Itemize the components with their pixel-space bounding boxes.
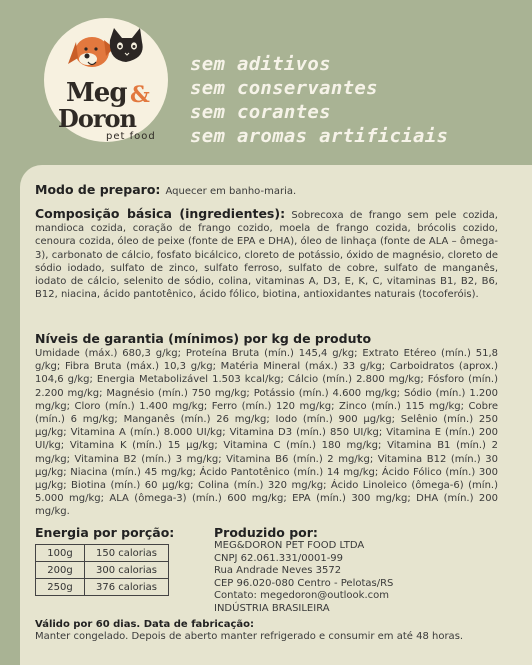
claim-item: sem aromas artificiais (190, 125, 449, 147)
claim-item: sem conservantes (190, 77, 378, 99)
brand-tagline: pet food (106, 131, 156, 142)
claim-item: sem corantes (190, 101, 331, 123)
validade-title: Válido por 60 dias. Data de fabricação: (35, 619, 255, 630)
producer-line: CNPJ 62.061.331/0001-99 (214, 552, 344, 564)
producer-line: INDÚSTRIA BRASILEIRA (214, 602, 330, 614)
garantia-section (35, 331, 498, 519)
preparo-section (35, 179, 498, 198)
composicao-section (35, 207, 498, 301)
table-row (36, 579, 169, 596)
produzido-section (214, 525, 474, 615)
composicao-text: Sobrecoxa de frango sem pele cozida, mandioca cozida, coração de frango cozido, moela de frango cozida, brócolis cozido, cenoura cozida, óleo de peixe (fonte de EPA e DHA), óleo de linhaça (fonte de ALA – ômega-3), carbonato de cálcio, fosfato bicálcico, cloreto de potássio, óxido de magnésio, cloreto de sódio iodado, sulfato de zinco, sulfato ferroso, sulfato de cobre, sulfato de manganês, iodato de cálcio, selenito de sódio, colina, vitaminas A, D3, E, K, C, vitaminas B1, B2, B6, B12, niacina, ácido pantotênico, ácido fólico, biotina, antioxidantes naturais (tocoferóis). (35, 210, 498, 301)
calories-cell: 300 calorias (85, 562, 169, 579)
header (0, 0, 532, 165)
producer-line: CEP 96.020-080 Centro - Pelotas/RS (214, 577, 394, 589)
energia-title: Energia por porção: (35, 525, 175, 540)
dog-icon (68, 37, 114, 67)
portion-cell: 250g (36, 579, 85, 596)
energia-table (35, 544, 169, 596)
brand-name-meg: Meg (66, 78, 127, 108)
garantia-text: Umidade (máx.) 680,3 g/kg; Proteína Bruta (mín.) 145,4 g/kg; Extrato Etéreo (mín.) 51,8 g/kg; Fibra Bruta (máx.) 10,3 g/kg; Matéria Mineral (máx.) 33 g/kg; Carboidratos (aprox.) 104,6 g/kg; Energia Metabolizável 1.503 kcal/kg; Cálcio (mín.) 2.800 mg/kg; Fósforo (mín.) 2.200 mg/kg; Magnésio (mín.) 750 mg/kg; Potássio (mín.) 4.600 mg/kg; Sódio (mín.) 1.200 mg/kg; Cloro (mín.) 1.400 mg/kg; Ferro (mín.) 120 mg/kg; Zinco (mín.) 115 mg/kg; Cobre (mín.) 6 mg/kg; Manganês (mín.) 26 mg/kg; Iodo (mín.) 900 µg/kg; Selênio (mín.) 250 µg/kg; Vitamina A (mín.) 8.000 UI/kg; Vitamina D3 (mín.) 850 UI/kg; Vitamina E (mín.) 200 UI/kg; Vitamina K (mín.) 15 µg/kg; Vitamina C (mín.) 180 mg/kg; Vitamina B1 (mín.) 2 mg/kg; Vitamina B2 (mín.) 3 mg/kg; Vitamina B6 (mín.) 2 mg/kg; Vitamina B12 (mín.) 30 µg/kg; Niacina (mín.) 45 mg/kg; Ácido Pantotênico (mín.) 14 mg/kg; Ácido Fólico (mín.) 300 µg/kg; Biotina (mín.) 60 µg/kg; Colina (mín.) 320 mg/kg; Ácido Linoleico (ômega-6) (mín.) 5.000 mg/kg; ALA (ômega-3) (mín.) 600 mg/kg; EPA (mín.) 300 mg/kg; DHA (mín.) 200 mg/kg. (35, 348, 498, 518)
brand-ampersand: & (130, 82, 150, 108)
energia-section (35, 525, 215, 596)
brand-logo (44, 18, 168, 142)
garantia-title: Níveis de garantia (mínimos) por kg de produto (35, 331, 372, 346)
claim-item: sem aditivos (190, 53, 331, 75)
calories-cell: 376 calorias (85, 579, 169, 596)
composicao-label: Composição básica (ingredientes): (35, 206, 286, 221)
portion-cell: 100g (36, 545, 85, 562)
preparo-text: Aquecer em banho-maria. (165, 186, 297, 197)
produzido-title: Produzido por: (214, 525, 318, 540)
producer-line: Rua Andrade Neves 3572 (214, 565, 342, 576)
brand-name-doron: Doron (58, 104, 136, 133)
producer-line: Contato: megedoron@outlook.com (214, 590, 389, 601)
preparo-label: Modo de preparo: (35, 182, 161, 197)
calories-cell: 150 calorias (85, 545, 169, 562)
table-row (36, 562, 169, 579)
validade-section (35, 619, 498, 643)
table-row (36, 545, 169, 562)
validade-text: Manter congelado. Depois de aberto manter refrigerado e consumir em até 48 horas. (35, 631, 464, 642)
cat-icon (110, 28, 143, 62)
claims-list (190, 52, 448, 148)
producer-line: MEG&DORON PET FOOD LTDA (214, 540, 365, 551)
info-panel (20, 165, 532, 665)
portion-cell: 200g (36, 562, 85, 579)
